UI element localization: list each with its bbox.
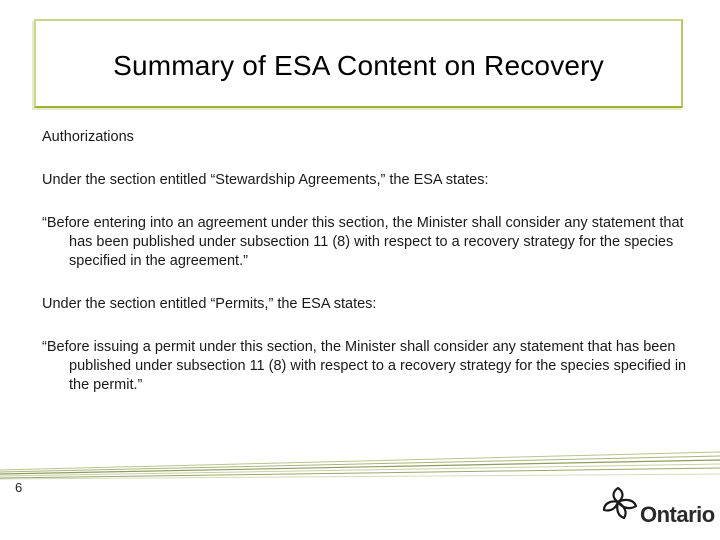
permits-intro: Under the section entitled “Permits,” the ESA states: bbox=[42, 296, 377, 312]
ontario-wordmark: Ontario bbox=[640, 502, 715, 527]
section-heading: Authorizations bbox=[42, 129, 134, 145]
footer-decoration bbox=[0, 440, 720, 480]
page-number: 6 bbox=[15, 480, 23, 495]
slide-title: Summary of ESA Content on Recovery bbox=[113, 49, 604, 81]
slide-body bbox=[42, 128, 692, 419]
permits-quote: “Before issuing a permit under this section, the Minister shall consider any statement that has been published under subsection 11 (8) with respect to a recovery strategy for the species specified in the permit.” bbox=[42, 339, 687, 393]
stewardship-intro: Under the section entitled “Stewardship Agreements,” the ESA states: bbox=[42, 172, 489, 188]
title-box bbox=[34, 19, 683, 108]
stewardship-quote: “Before entering into an agreement under this section, the Minister shall consider any statement that has been published under subsection 11 (8) with respect to a recovery strategy for the species specified in the agreement.” bbox=[42, 215, 684, 269]
